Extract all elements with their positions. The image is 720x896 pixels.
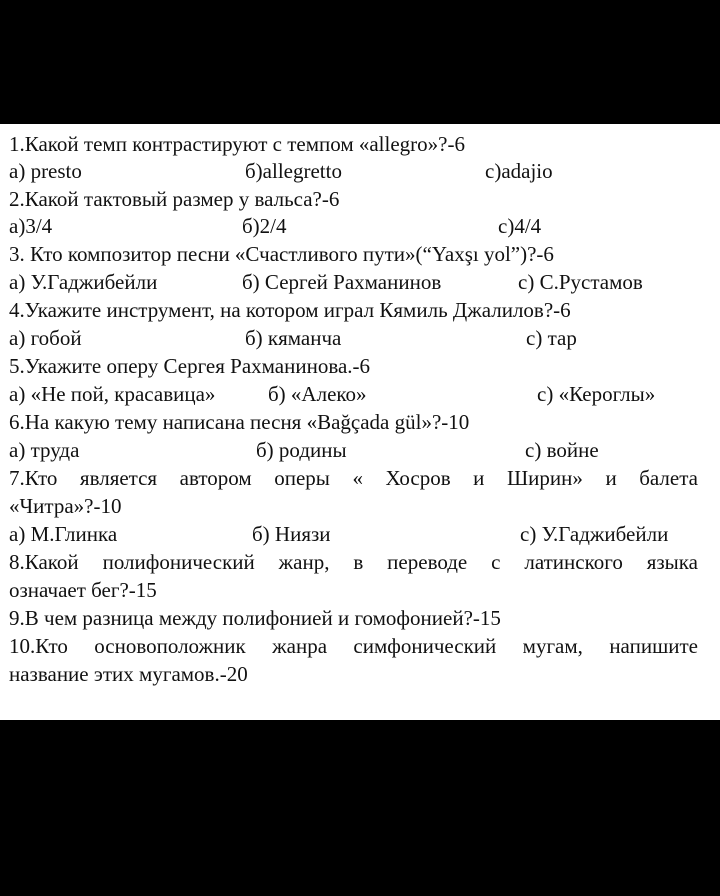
option-a: а) гобой [9,326,82,350]
question-3-text: 3. Кто композитор песни «Счастливого пути»(“Yaxşı yol”)?-6 [9,242,554,266]
question-5-text: 5.Укажите оперу Сергея Рахманинова.-6 [9,354,371,378]
option-c: с)adajio [485,159,553,183]
option-b: б) родины [256,438,347,462]
question-8-text-line-2: означает бег?-15 [9,578,157,602]
option-a: а) У.Гаджибейли [9,270,158,294]
question-4-text: 4.Укажите инструмент, на котором играл Кямиль Джалилов?-6 [9,298,571,322]
option-b: б) Сергей Рахманинов [242,270,442,294]
question-7-text-line-2: «Читра»?-10 [9,494,122,518]
option-a: а) presto [9,159,82,183]
option-c: с) тар [526,326,577,350]
option-b: б) Ниязи [252,522,331,546]
question-9-text: 9.В чем разница между полифонией и гомофонией?-15 [9,606,501,630]
option-b: б)allegretto [245,159,342,183]
question-2-options [9,212,698,240]
question-6-options [9,436,698,464]
question-1-text: 1.Какой темп контрастируют с темпом «allegro»?-6 [9,132,465,156]
question-2-text: 2.Какой тактовый размер у вальса?-6 [9,187,340,211]
question-4-options [9,324,698,352]
question-7-options [9,520,698,548]
question-10-text-line-1: 10.Кто основоположник жанра симфонический мугам, напишите [9,634,698,658]
option-b: б) кяманча [245,326,342,350]
question-5-options [9,380,698,408]
option-c: с) У.Гаджибейли [520,522,669,546]
question-1-options [9,157,698,185]
option-b: б) «Алеко» [268,382,367,406]
question-8-text-line-1: 8.Какой полифонический жанр, в переводе с латинского языка [9,550,698,574]
question-6-text: 6.На какую тему написана песня «Bağçada gül»?-10 [9,410,470,434]
option-a: а) М.Глинка [9,522,118,546]
option-c: с) «Кероглы» [537,382,656,406]
option-b: б)2/4 [242,214,287,238]
question-7-text-line-1: 7.Кто является автором оперы « Хосров и Ширин» и балета [9,466,698,490]
option-a: а)3/4 [9,214,53,238]
option-a: а) труда [9,438,80,462]
question-3-options [9,268,698,296]
worksheet-page [0,124,720,720]
option-c: с)4/4 [498,214,542,238]
option-a: а) «Не пой, красавица» [9,382,216,406]
option-c: с) С.Рустамов [518,270,643,294]
question-10-text-line-2: название этих мугамов.-20 [9,662,248,686]
option-c: с) войне [525,438,599,462]
